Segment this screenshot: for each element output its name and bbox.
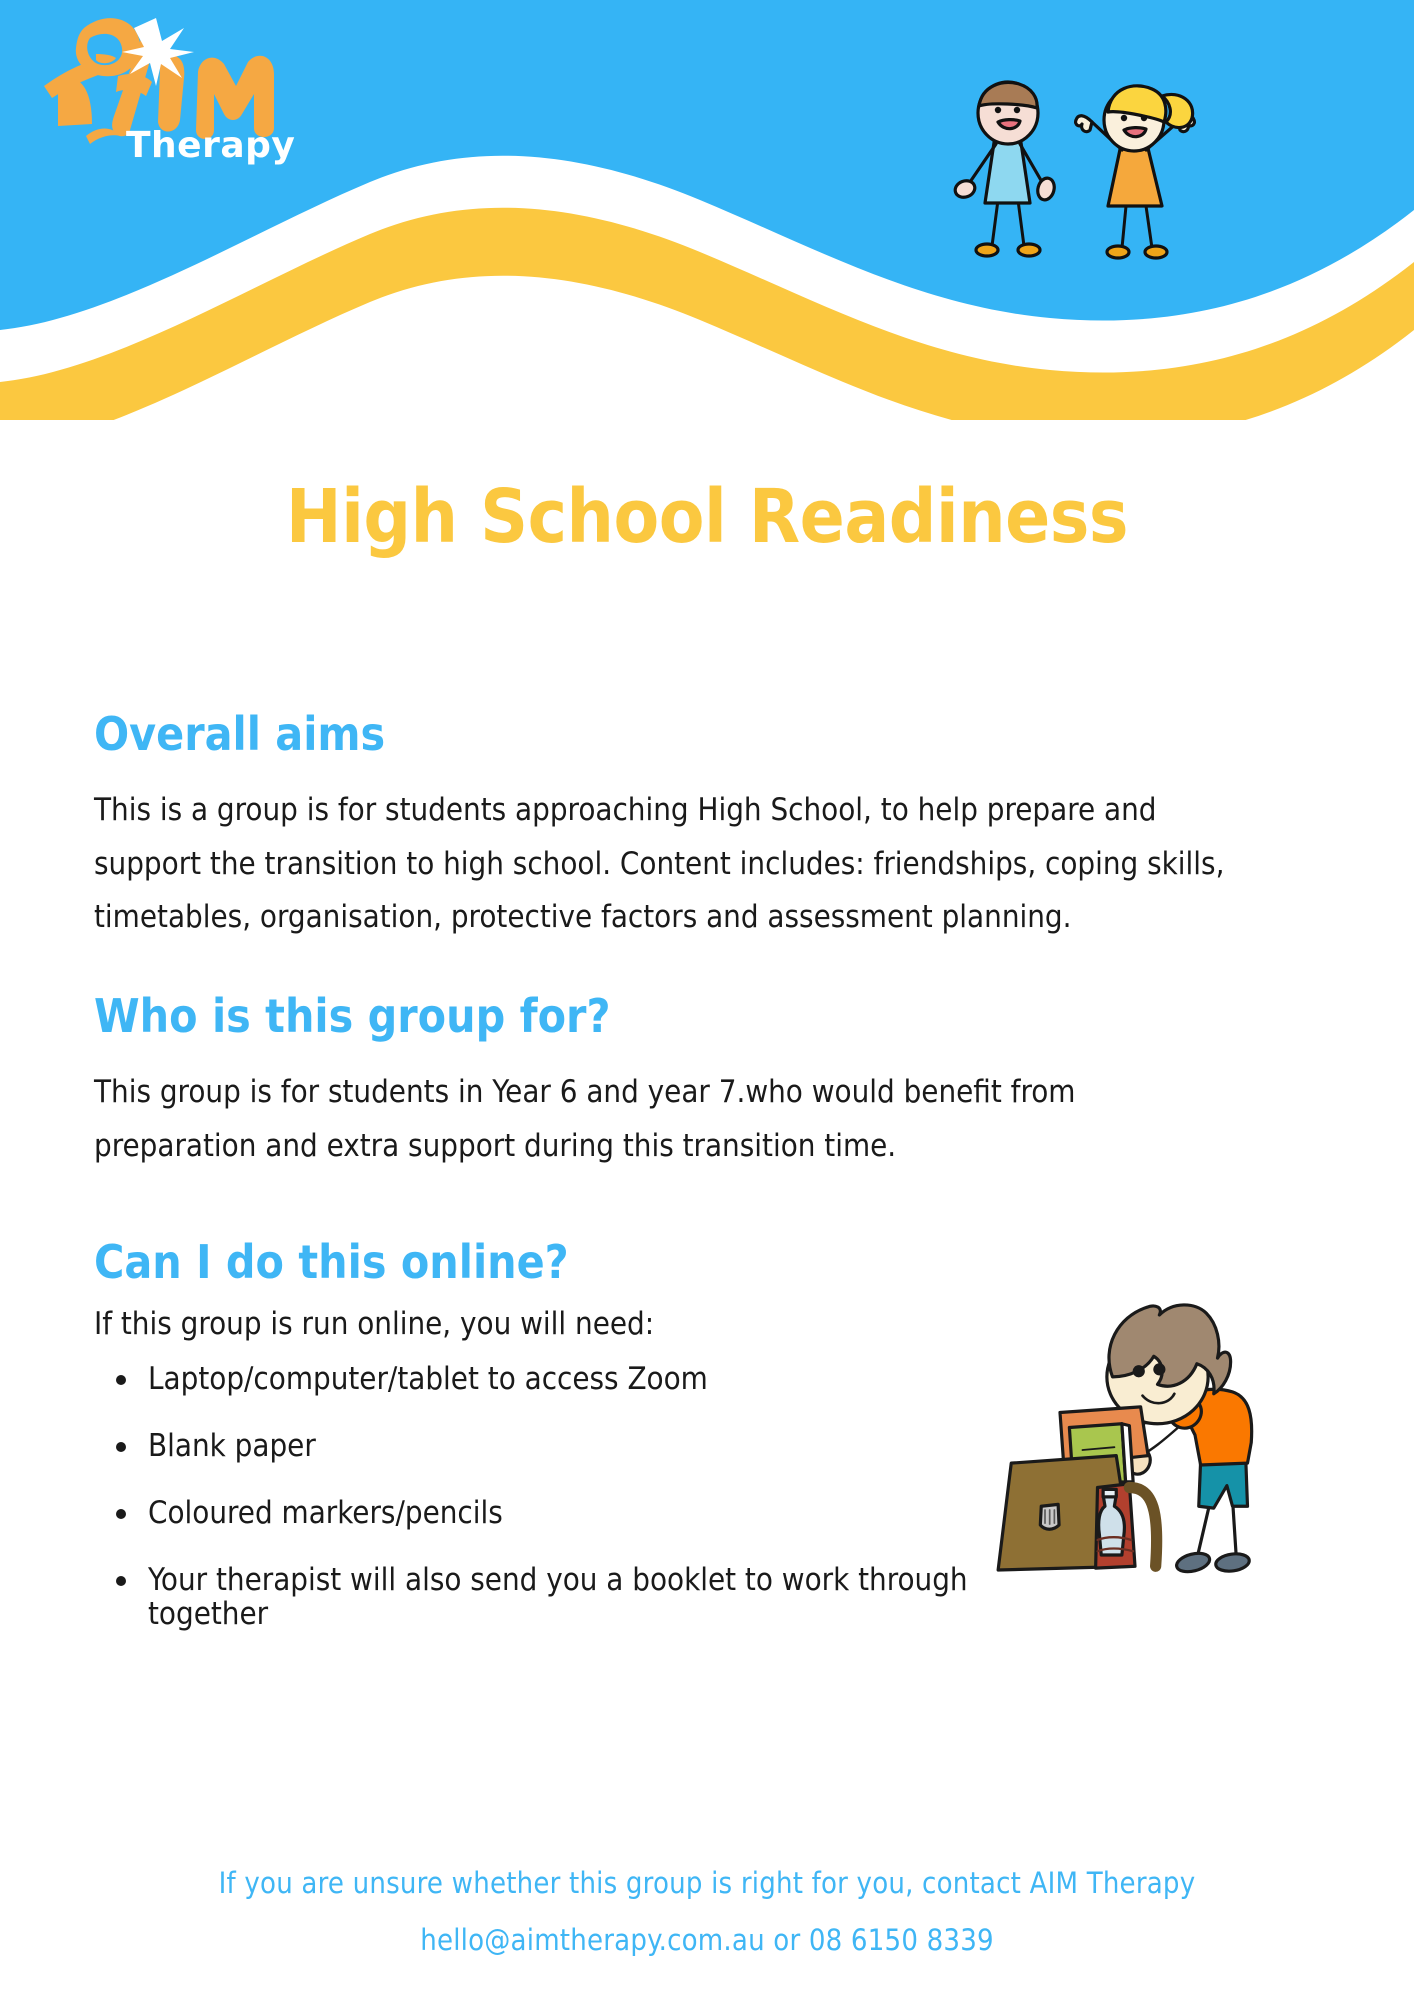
section-body-who-is-this-group-for: This group is for students in Year 6 and year 7.who would benefit from preparation and extra support during this transition time. xyxy=(94,1074,1076,1164)
footer-line-1: If you are unsure whether this group is right for you, contact AIM Therapy xyxy=(218,1866,1196,1900)
boy-with-backpack-illustration xyxy=(955,1285,1255,1585)
footer-contact xyxy=(0,1855,1414,1968)
section-heading-who-is-this-group-for: Who is this group for? xyxy=(94,989,611,1043)
brand-logo xyxy=(26,8,306,188)
list-item: Blank paper xyxy=(94,1429,1094,1463)
list-item: Laptop/computer/tablet to access Zoom xyxy=(94,1362,1094,1396)
two-children-illustration xyxy=(930,78,1230,278)
section-body-overall-aims: This is a group is for students approaching High School, to help prepare and support the transition to high school. Content includes: friendships, coping skills, timetables, organisation, protective factors and assessment planning. xyxy=(94,792,1225,935)
section-overall-aims xyxy=(94,707,1274,944)
footer-line-2: hello@aimtherapy.com.au or 08 6150 8339 xyxy=(420,1922,994,1957)
requirements-list xyxy=(94,1362,1094,1631)
list-item: Your therapist will also send you a booklet to work through together xyxy=(94,1563,1094,1631)
page-title: High School Readiness xyxy=(285,474,1129,560)
section-heading-can-i-do-this-online: Can I do this online? xyxy=(94,1235,569,1289)
list-item: Coloured markers/pencils xyxy=(94,1496,1094,1530)
section-who-is-this-group-for xyxy=(94,989,1274,1173)
section-body-can-i-do-this-online: If this group is run online, you will need: xyxy=(94,1306,655,1343)
header-banner xyxy=(0,0,1414,420)
logo-subtitle: Therapy xyxy=(126,125,296,166)
section-can-i-do-this-online xyxy=(94,1235,1094,1664)
section-heading-overall-aims: Overall aims xyxy=(94,707,386,761)
